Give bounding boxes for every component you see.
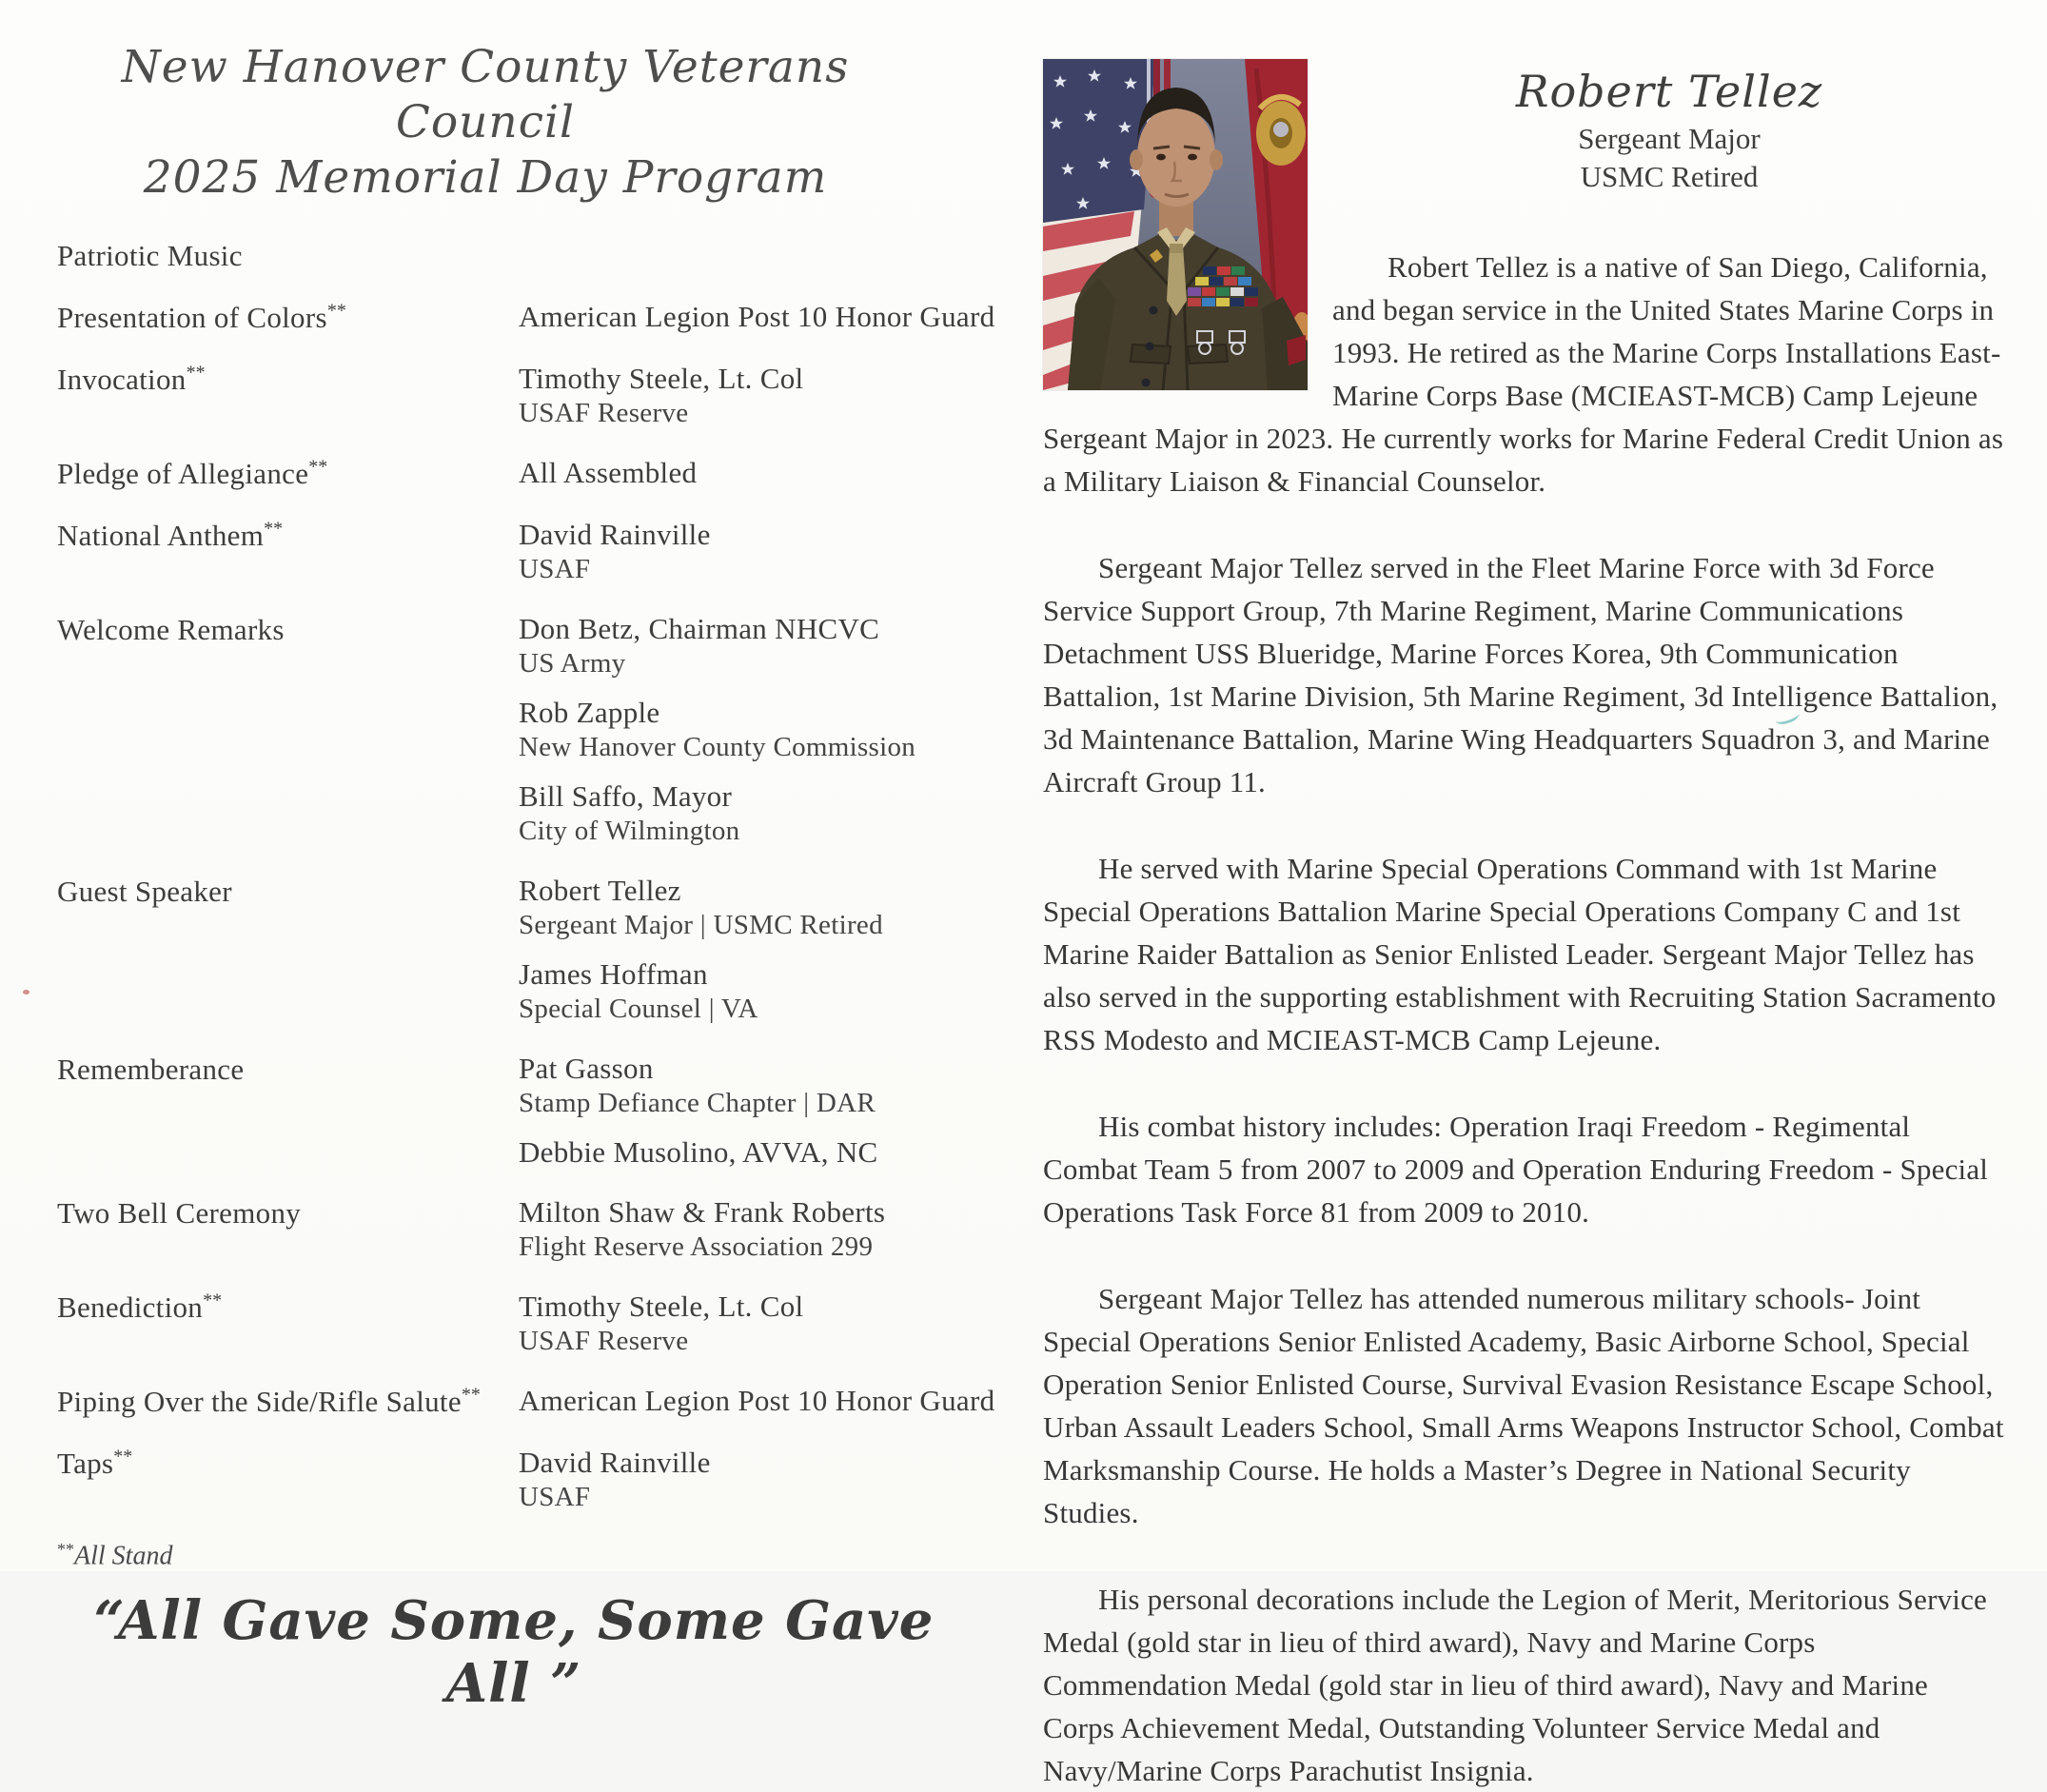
bio-paragraph: His combat history includes: Operation Iraqi Freedom - Regimental Combat Team 5 from 2007 to 2009 and Operation Enduring Freedom - Special Operations Task Force 81 from 2009 to 2010. [1043, 1110, 1989, 1229]
program-item-label [57, 1384, 519, 1420]
presenter-name: David Rainville [519, 518, 711, 551]
program-item-label [57, 300, 519, 336]
program-item [57, 362, 1018, 430]
program-item [57, 456, 1018, 492]
presenter [519, 1384, 1018, 1418]
program-item [57, 1290, 1018, 1358]
program-item-label-text: Rememberance [57, 1053, 245, 1086]
program-item-label-text: Invocation [57, 363, 187, 396]
presenter [519, 456, 1018, 490]
bio-status: USMC Retired [1580, 160, 1759, 193]
stand-asterisks: ** [113, 1446, 133, 1467]
program-item-label [57, 1195, 519, 1231]
program-item-label [57, 874, 519, 910]
bio-paragraph: He served with Marine Special Operations Command with 1st Marine Special Operations Battalion Marine Special Operations Company C and 1st Marine Raider Battalion as Senior Enlisted Leader. Sergeant Major Tellez has also served in the supporting establishment with Recruiting Station Sacramento RSS Modesto and MCIEAST-MCB Camp Lejeune. [1043, 852, 1997, 1056]
presenter [519, 612, 1018, 680]
presenter [519, 957, 1018, 1026]
title-line-1: New Hanover County Veterans Council [121, 41, 850, 148]
presenter-name: Rob Zapple [519, 696, 660, 729]
all-stand-footnote [57, 1540, 1018, 1572]
program-item [57, 238, 1018, 274]
presenter-name: David Rainville [519, 1446, 711, 1479]
presenter [519, 779, 1018, 848]
bio-paragraph: Sergeant Major Tellez has attended numerous military schools- Joint Special Operations Senior Enlisted Academy, Basic Airborne School, Special Operation Senior Enlisted Course, Survival Evasion Resistance Escape School, Urban Assault Leaders School, Small Arms Weapons Instructor School, Combat Marksmanship Course. He holds a Master’s Degree in National Security Studies. [1043, 1282, 2004, 1529]
bio-paragraph: Robert Tellez is a native of San Diego, California, and began service in the United States Marine Corps in 1993. He retired as the Marine Corps Installations East-Marine Corps Base (MCIEAST-MCB) Camp Lejeune Sergeant Major in 2023. He currently works for Marine Federal Credit Union as a Military Liaison & Financial Counselor. [1043, 250, 2004, 498]
bio-body [1043, 246, 2006, 1792]
program-item-label [57, 1052, 519, 1088]
presenter-organization: USAF Reserve [519, 398, 689, 428]
footnote-asterisks: ** [57, 1540, 74, 1559]
program-item-label-text: Patriotic Music [57, 239, 243, 272]
presenter [519, 1290, 1018, 1358]
bio-name: Robert Tellez [1515, 66, 1823, 117]
program-item [57, 1052, 1018, 1170]
presenter [519, 696, 1018, 764]
presenter-organization: Special Counsel | VA [519, 994, 758, 1024]
presenter-name: Timothy Steele, Lt. Col [519, 1290, 804, 1323]
presenter-name: Robert Tellez [519, 874, 681, 907]
presenter-organization: Stamp Defiance Chapter | DAR [519, 1088, 876, 1118]
presenter-name: Don Betz, Chairman NHCVC [519, 612, 880, 645]
program-item [57, 612, 1018, 848]
program-item [57, 300, 1018, 336]
stand-asterisks: ** [308, 456, 328, 478]
presenter [519, 1052, 1018, 1120]
biography-column [1043, 53, 2006, 1792]
document-title [57, 40, 914, 206]
program-item-label [57, 1446, 519, 1482]
presenter [519, 1195, 1018, 1264]
program-item-presenters [519, 1290, 1018, 1358]
program-item [57, 1384, 1018, 1420]
program-item-label-text: Piping Over the Side/Rifle Salute [57, 1385, 462, 1418]
program-item-label-text: Presentation of Colors [57, 301, 327, 334]
presenter-organization: USAF [519, 1482, 591, 1512]
program-item [57, 518, 1018, 586]
program-item-presenters [519, 1446, 1018, 1514]
stand-asterisks: ** [186, 362, 206, 384]
program-item-label-text: Benediction [57, 1290, 204, 1324]
program-item [57, 1446, 1018, 1514]
presenter-organization: USAF Reserve [519, 1326, 689, 1356]
presenter-organization: City of Wilmington [519, 816, 740, 846]
presenter-name: Milton Shaw & Frank Roberts [519, 1195, 886, 1229]
presenter [519, 300, 1018, 334]
presenter-name: James Hoffman [519, 957, 708, 991]
bio-paragraph: His personal decorations include the Legion of Merit, Meritorious Service Medal (gold star in lieu of third award), Navy and Marine Corps Commendation Medal (gold star in lieu of third award), Navy and Marine Corps Achievement Medal, Outstanding Volunteer Service Medal and Navy/Marine Corps Parachutist Insignia. [1043, 1583, 1988, 1787]
presenter [519, 1135, 1018, 1170]
memorial-quote: “All Gave Some, Some Gave All ” [93, 1588, 935, 1715]
bio-rank: Sergeant Major [1578, 122, 1761, 155]
program-column [57, 40, 1018, 1715]
stand-asterisks: ** [461, 1384, 481, 1406]
presenter-organization: Sergeant Major | USMC Retired [519, 910, 883, 940]
presenter-organization: Flight Reserve Association 299 [519, 1231, 874, 1262]
program-item-label [57, 1290, 519, 1326]
presenter-name: American Legion Post 10 Honor Guard [519, 1384, 995, 1417]
program-item-label-text: Pledge of Allegiance [57, 457, 309, 490]
presenter [519, 518, 1018, 586]
presenter-organization: USAF [519, 554, 591, 584]
program-item-label-text: Guest Speaker [57, 875, 232, 908]
program-item [57, 874, 1018, 1026]
stand-asterisks: ** [203, 1290, 223, 1311]
presenter [519, 362, 1018, 430]
presenter-name: All Assembled [519, 456, 698, 489]
presenter [519, 874, 1018, 942]
program-item-presenters [519, 518, 1018, 586]
program-item-presenters [519, 362, 1018, 430]
program-item-presenters [519, 874, 1018, 1026]
portrait-photo-graphic [1043, 59, 1308, 390]
program-list [57, 238, 1018, 1514]
stand-asterisks: ** [326, 300, 346, 322]
program-item-label-text: National Anthem [57, 519, 265, 552]
program-item-label [57, 238, 519, 274]
program-item-presenters [519, 1195, 1018, 1264]
scan-artifact-red-dot [23, 990, 30, 994]
program-item-presenters [519, 1052, 1018, 1170]
footnote-text: All Stand [74, 1541, 173, 1571]
presenter-name: Timothy Steele, Lt. Col [519, 362, 804, 395]
program-item-presenters [519, 300, 1018, 334]
program-item-presenters [519, 1384, 1018, 1418]
program-item-presenters [519, 456, 1018, 490]
presenter-name: Pat Gasson [519, 1052, 654, 1085]
program-item-label-text: Two Bell Ceremony [57, 1196, 302, 1230]
bio-paragraph: Sergeant Major Tellez served in the Fleet Marine Force with 3d Force Service Support Group, 7th Marine Regiment, Marine Communications Detachment USS Blueridge, Marine Forces Korea, 9th Communication Battalion, 1st Marine Division, 5th Marine Regiment, 3d Intelligence Battalion, 3d Maintenance Battalion, Marine Wing Headquarters Squadron 3, and Marine Aircraft Group 11. [1043, 551, 1998, 798]
stand-asterisks: ** [264, 518, 284, 540]
program-item-presenters [519, 612, 1018, 848]
program-item-label-text: Welcome Remarks [57, 613, 285, 646]
program-item-label [57, 612, 519, 648]
presenter-name: Bill Saffo, Mayor [519, 779, 733, 813]
portrait-photo [1043, 59, 1308, 390]
presenter-organization: US Army [519, 648, 626, 679]
presenter-name: American Legion Post 10 Honor Guard [519, 300, 995, 333]
program-item-label [57, 518, 519, 554]
program-item-label-text: Taps [57, 1447, 114, 1480]
title-line-2: 2025 Memorial Day Program [143, 151, 828, 204]
program-item-label [57, 456, 519, 492]
program-item-label [57, 362, 519, 398]
presenter-name: Debbie Musolino, AVVA, NC [519, 1135, 878, 1169]
program-item [57, 1195, 1018, 1264]
presenter-organization: New Hanover County Commission [519, 732, 916, 762]
presenter [519, 1446, 1018, 1514]
